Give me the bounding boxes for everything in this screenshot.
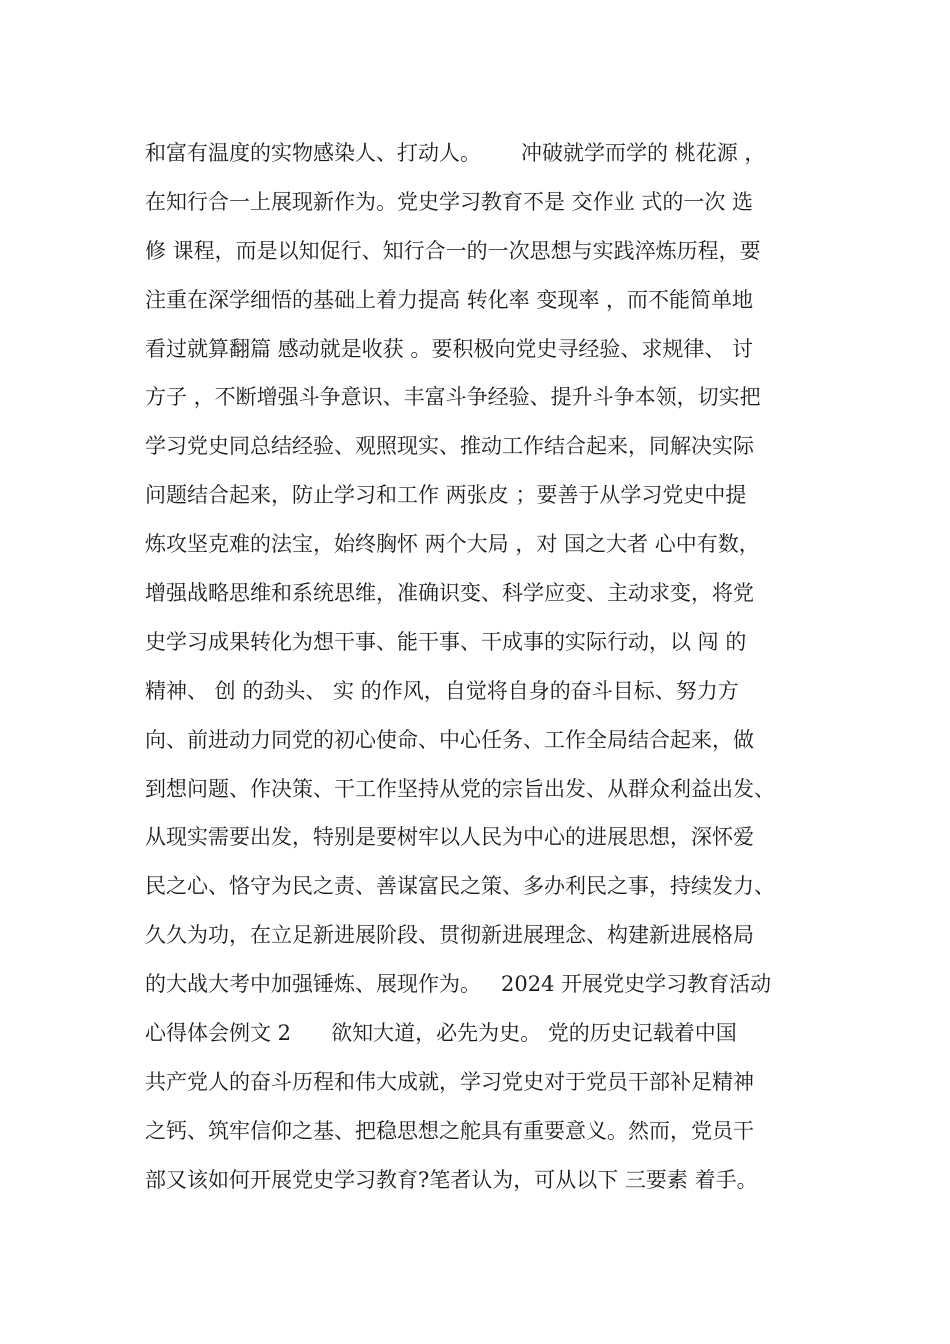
text-line: 注重在深学细悟的基础上着力提高 转化率 变现率 ，而不能简单地 — [145, 287, 754, 312]
text-line: 修 课程，而是以知促行、知行合一的一次思想与实践淬炼历程，要 — [145, 238, 761, 263]
text-line: 增强战略思维和系统思维，准确识变、科学应变、主动求变，将党 — [145, 581, 754, 606]
text-line: 问题结合起来，防止学习和工作 两张皮 ；要善于从学习党史中提 — [145, 483, 747, 508]
body-text — [145, 133, 835, 1209]
text-line: 心得体会例文 2 欲知大道，必先为史。 党的历史记载着中国 — [145, 1021, 737, 1046]
text-line: 之钙、筑牢信仰之基、把稳思想之舵具有重要意义。然而，党员干 — [145, 1118, 754, 1143]
text-line: 炼攻坚克难的法宝，始终胸怀 两个大局 ，对 国之大者 心中有数， — [145, 532, 760, 557]
text-line: 向、前进动力同党的初心使命、中心任务、工作全局结合起来，做 — [145, 727, 754, 752]
text-line: 共产党人的奋斗历程和伟大成就，学习党史对于党员干部补足精神 — [145, 1069, 754, 1094]
text-line: 久久为功，在立足新进展阶段、贯彻新进展理念、构建新进展格局 — [145, 923, 754, 948]
text-line: 民之心、恪守为民之责、善谋富民之策、多办利民之事，持续发力、 — [145, 874, 775, 899]
text-line: 从现实需要出发，特别是要树牢以人民为中心的进展思想，深怀爱 — [145, 825, 754, 850]
text-line: 精神、 创 的劲头、 实 的作风，自觉将自身的奋斗目标、努力方 — [145, 678, 739, 703]
text-line: 史学习成果转化为想干事、能干事、干成事的实际行动，以 闯 的 — [145, 629, 747, 654]
text-line: 和富有温度的实物感染人、打动人。 冲破就学而学的 桃花源 ， — [145, 141, 766, 165]
text-line: 方子 ，不断增强斗争意识、丰富斗争经验、提升斗争本领，切实把 — [145, 385, 761, 410]
text-line: 部又该如何开展党史学习教育?笔者认为，可从以下 三要素 着手。 — [145, 1167, 758, 1192]
text-line: 学习党史同总结经验、观照现实、推动工作结合起来，同解决实际 — [145, 434, 754, 459]
text-line: 在知行合一上展现新作为。党史学习教育不是 交作业 式的一次 选 — [145, 189, 754, 214]
text-line: 看过就算翻篇 感动就是收获 。要积极向党史寻经验、求规律、 讨 — [145, 336, 754, 361]
text-line: 的大战大考中加强锤炼、展现作为。 2024 开展党史学习教育活动 — [145, 972, 772, 997]
text-line: 到想问题、作决策、干工作坚持从党的宗旨出发、从群众利益出发、 — [145, 776, 775, 801]
